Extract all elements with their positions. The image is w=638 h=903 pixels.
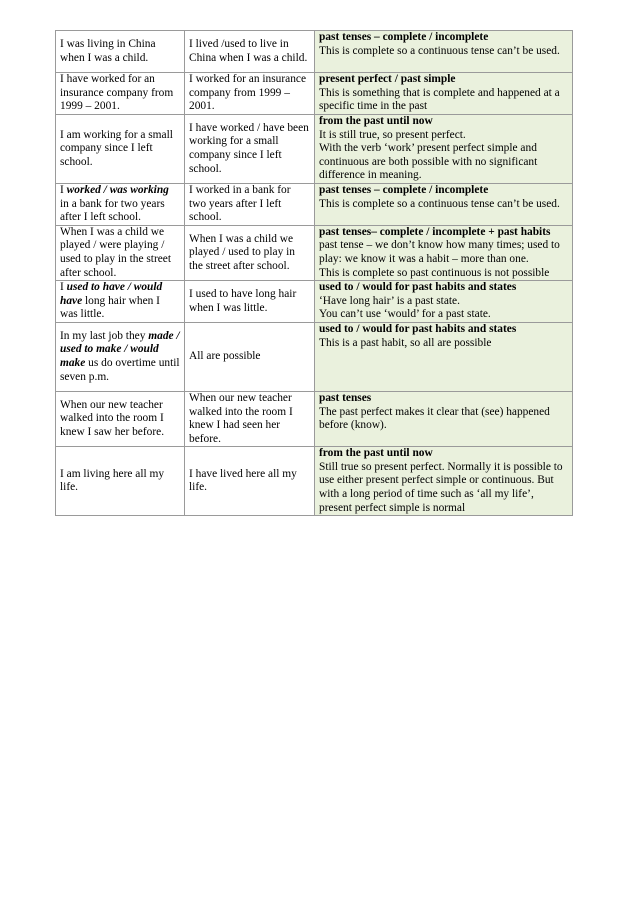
corrected-text: I have lived here all my life. (189, 467, 297, 494)
explanation-line: The past perfect makes it clear that (see) happened before (know). (319, 405, 550, 432)
corrected-sentence-cell (185, 281, 315, 323)
table-row (56, 281, 573, 323)
explanation-heading: past tenses– complete / incomplete + past habits (319, 225, 551, 238)
original-sentence-cell (56, 281, 185, 323)
sentence-text: I am working for a small company since I left school. (60, 128, 173, 168)
explanation-heading: from the past until now (319, 447, 433, 460)
table-row (56, 447, 573, 516)
corrected-text: When our new teacher walked into the room I knew I had seen her before. (189, 391, 293, 445)
explanation-cell (315, 183, 573, 225)
explanation-line: You can’t use ‘would’ for a past state. (319, 308, 491, 321)
sentence-text: I am living here all my life. (60, 467, 165, 494)
explanation-heading: used to / would for past habits and states (319, 281, 517, 294)
explanation-cell (315, 281, 573, 323)
explanation-line: past tense – we don’t know how many times; used to play: we know it was a habit – more than one. (319, 239, 560, 265)
sentence-text: When I was a child we played / were playing / used to play in the street after school. (60, 225, 172, 279)
corrected-sentence-cell (185, 447, 315, 516)
original-sentence-cell (56, 115, 185, 184)
corrected-text: I lived /used to live in China when I was a child. (189, 37, 308, 64)
sentence-text: I was living in China when I was a child. (60, 37, 156, 64)
table-row (56, 183, 573, 225)
corrected-sentence-cell (185, 115, 315, 184)
explanation-cell (315, 447, 573, 516)
corrected-text: All are possible (189, 350, 261, 363)
explanation-cell (315, 31, 573, 73)
corrected-text: When I was a child we played / used to play in the street after school. (189, 232, 295, 272)
explanation-heading: past tenses – complete / incomplete (319, 31, 489, 43)
corrected-sentence-cell (185, 322, 315, 391)
explanation-line: ‘Have long hair’ is a past state. (319, 294, 460, 307)
explanation-cell (315, 73, 573, 115)
sentence-text: long hair when I was little. (60, 294, 160, 321)
explanation-heading: present perfect / past simple (319, 73, 456, 85)
explanation-line: It is still true, so present perfect. (319, 128, 466, 141)
corrected-text: I worked in a bank for two years after I left school. (189, 183, 291, 224)
explanation-heading: from the past until now (319, 115, 433, 127)
explanation-heading: past tenses (319, 391, 372, 404)
table-row (56, 391, 573, 446)
corrected-text: I used to have long hair when I was little. (189, 287, 297, 314)
explanation-line: This is complete so a continuous tense can’t be used. (319, 44, 560, 57)
explanation-cell (315, 115, 573, 184)
original-sentence-cell (56, 391, 185, 446)
corrected-text: I worked for an insurance company from 1999 – 2001. (189, 73, 307, 113)
table-row (56, 115, 573, 184)
explanation-line: This is a past habit, so all are possible (319, 336, 492, 349)
explanation-heading: past tenses – complete / incomplete (319, 183, 489, 196)
corrected-sentence-cell (185, 225, 315, 280)
original-sentence-cell (56, 31, 185, 73)
grammar-table (55, 30, 573, 516)
sentence-text: I (60, 281, 67, 294)
table-row (56, 31, 573, 73)
sentence-text: I (60, 183, 67, 196)
corrected-text: I have worked / have been working for a small company since I left school. (189, 121, 309, 175)
explanation-line: This is complete so past continuous is not possible (319, 266, 550, 279)
original-sentence-cell (56, 183, 185, 225)
explanation-line: Still true so present perfect. Normally it is possible to use either present perfect simple or continuous. But with a long period of time such as ‘all my life’, present perfect simple is normal (319, 460, 563, 514)
explanation-cell (315, 391, 573, 446)
table-row (56, 322, 573, 391)
table-row (56, 73, 573, 115)
highlighted-verb: used to have / would have (60, 281, 163, 307)
original-sentence-cell (56, 225, 185, 280)
explanation-cell (315, 225, 573, 280)
explanation-line: This is complete so a continuous tense can’t be used. (319, 197, 560, 210)
explanation-cell (315, 322, 573, 391)
highlighted-verb: made / used to make / would make (60, 329, 180, 369)
sentence-text: in a bank for two years after I left school. (60, 197, 165, 224)
sentence-text: When our new teacher walked into the room I knew I saw her before. (60, 398, 165, 438)
table-row (56, 225, 573, 280)
sentence-text: In my last job they (60, 329, 149, 342)
sentence-text: us do overtime until seven p.m. (60, 356, 180, 383)
corrected-sentence-cell (185, 391, 315, 446)
corrected-sentence-cell (185, 183, 315, 225)
explanation-line: With the verb ‘work’ present perfect simple and continuous are both possible with no significant difference in meaning. (319, 142, 538, 182)
highlighted-verb: worked / was working (66, 183, 169, 196)
corrected-sentence-cell (185, 73, 315, 115)
sentence-text: I have worked for an insurance company from 1999 – 2001. (60, 73, 174, 113)
original-sentence-cell (56, 447, 185, 516)
corrected-sentence-cell (185, 31, 315, 73)
explanation-line: This is something that is complete and happened at a specific time in the past (319, 86, 560, 113)
original-sentence-cell (56, 322, 185, 391)
original-sentence-cell (56, 73, 185, 115)
explanation-heading: used to / would for past habits and states (319, 322, 517, 335)
